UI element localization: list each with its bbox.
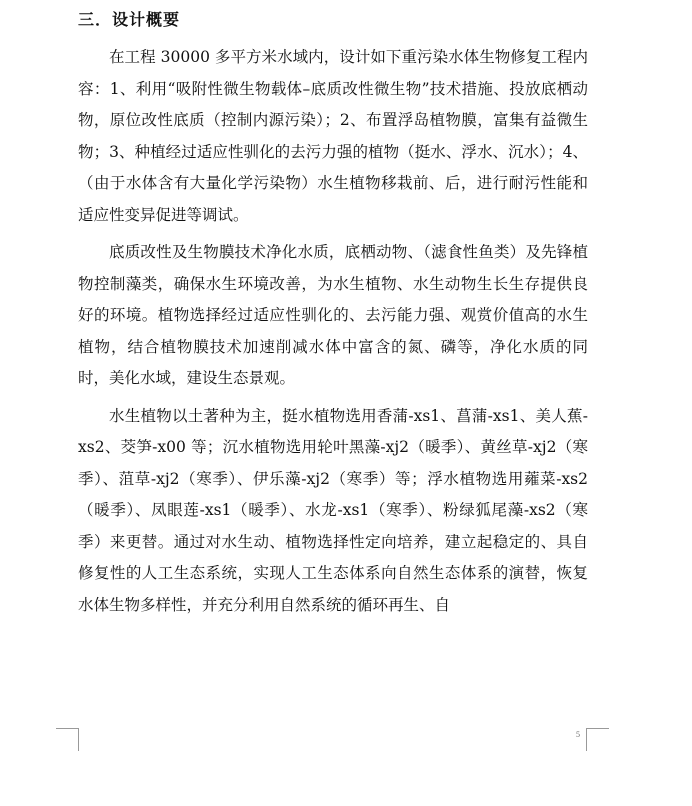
section-heading: 三．设计概要 [78, 10, 181, 29]
paragraph-water-purification: 底质改性及生物膜技术净化水质，底栖动物、（滤食性鱼类）及先锋植物控制藻类，确保水生环境改善，为水生植物、水生动物生长生存提供良好的环境。植物选择经过适应性驯化的、去污能力强、观赏价值高的水生植物，结合植物膜技术加速削减水体中富含的氮、磷等，净化水质的同时，美化水域，建设生态景观。 [78, 243, 588, 387]
left-margin-corner-mark [56, 728, 79, 751]
right-margin-corner-mark [586, 728, 609, 751]
paragraph-project-scope: 在工程 30000 多平方米水域内，设计如下重污染水体生物修复工程内容：1、利用“吸附性微生物载体–底质改性微生物”技术措施、投放底栖动物，原位改性底质（控制内源污染）；2、布置浮岛植物膜，富集有益微生物；3、种植经过适应性驯化的去污力强的植物（挺水、浮水、沉水）；4、（由于水体含有大量化学污染物）水生植物移栽前、后，进行耐污性能和适应性变异促进等调试。 [78, 48, 588, 224]
document-body [78, 42, 588, 627]
page-number: 5 [576, 730, 580, 739]
paragraph-aquatic-plants: 水生植物以土著种为主，挺水植物选用香蒲-xs1、菖蒲-xs1、美人蕉-xs2、茭笋-x00 等；沉水植物选用轮叶黑藻-xj2（暖季）、黄丝草-xj2（寒季）、菹草-xj2（寒季）、伊乐藻-xj2（寒季）等；浮水植物选用蕹菜-xs2（暖季）、凤眼莲-xs1（暖季）、水龙-xs1（寒季）、粉绿狐尾藻-xs2（寒季）来更替。通过对水生动、植物选择性定向培养，建立起稳定的、具自修复性的人工生态系统，实现人工生态体系向自然生态体系的演替，恢复水体生物多样性，并充分利用自然系统的循环再生、自 [78, 406, 588, 614]
